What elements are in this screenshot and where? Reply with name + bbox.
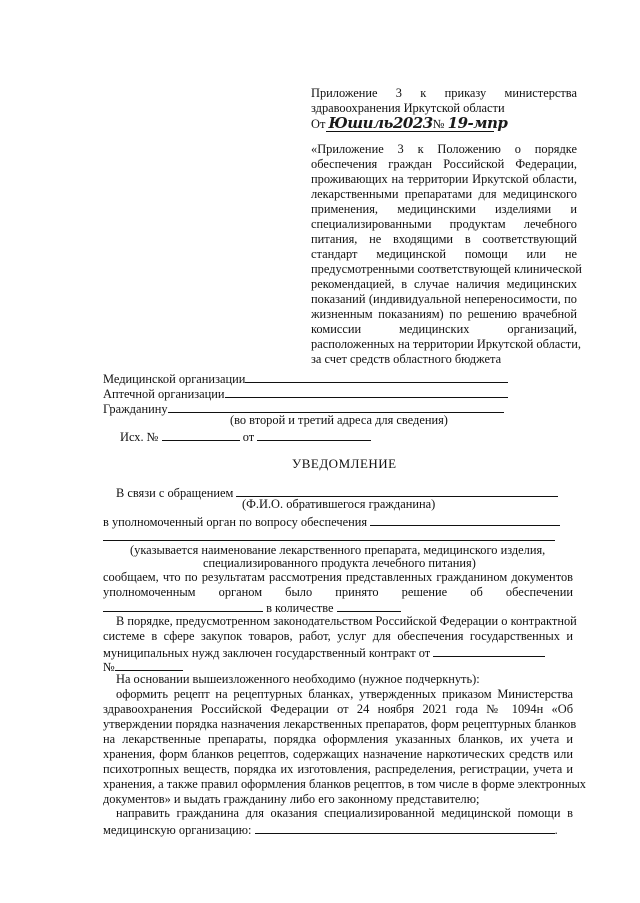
attachment-line: обеспечения граждан Российской Федерации, <box>311 157 577 171</box>
outgoing-date-field[interactable] <box>257 428 371 441</box>
authority-text: в уполномоченный орган по вопросу обеспечения <box>103 515 368 529</box>
rx-line: на лекарственные препараты, порядка оформления указанных бланков, их учета и <box>103 732 573 746</box>
addressee-label: Аптечной организации <box>103 387 225 401</box>
outgoing-number-field[interactable] <box>162 428 240 441</box>
authority-field[interactable] <box>370 513 560 526</box>
rx-line: психотропных веществ, порядка их изготовления, распределения, регистрации, учета и <box>103 762 573 776</box>
fio-note: (Ф.И.О. обратившегося гражданина) <box>242 497 436 511</box>
contract-date-field[interactable] <box>433 644 545 657</box>
spec-note-2: специализированного продукта лечебного питания) <box>203 556 476 570</box>
addressee-label: Гражданину <box>103 402 168 416</box>
attachment-line: «Приложение 3 к Положению о порядке <box>311 142 577 156</box>
handwritten-date: Юшиль2023 <box>328 114 433 132</box>
handwritten-number: 19-мпр <box>447 114 508 132</box>
attachment-line: лекарственными препаратами для медицинского <box>311 187 577 201</box>
rx-line: хранения, а также правил оформления бланков рецептов, в том числе в форме электронных <box>103 777 586 791</box>
addressee-note: (во второй и третий адреса для сведения) <box>230 413 448 427</box>
outgoing-number-label: Исх. № <box>120 430 159 444</box>
attachment-line: расположенных на территории Иркутской области, <box>311 337 581 351</box>
direct-line-2: медицинскую организацию: . <box>103 823 558 837</box>
header-from-line <box>311 116 507 132</box>
rx-line: хранения, форм бланков рецептов, содержащих назначение наркотических средств или <box>103 747 573 761</box>
basis-line: На основании вышеизложенного необходимо (нужное подчеркнуть): <box>116 672 480 686</box>
contract-text: муниципальных нужд заключен государственный контракт от <box>103 646 431 660</box>
attachment-line: проживающих на территории Иркутской области, <box>311 172 577 186</box>
appeal-text: В связи с обращением <box>116 486 234 500</box>
attachment-line: жизненным показаниям) по решению врачебной <box>311 307 577 321</box>
spec-note-1: (указывается наименование лекарственного препарата, медицинского изделия, <box>130 543 546 557</box>
attachment-line: за счет средств областного бюджета <box>311 352 502 366</box>
quantity-label: в количестве <box>266 601 334 615</box>
outgoing-number-line <box>120 428 371 445</box>
outgoing-from-label: от <box>242 430 255 444</box>
attachment-line: рекомендацией, в случае наличия медицинских <box>311 277 577 291</box>
inform-line-1: сообщаем, что по результатам рассмотрения представленных гражданином документов <box>103 570 573 584</box>
attachment-line: стандарт медицинской помощи или не <box>311 247 577 261</box>
direct-line-1: направить гражданина для оказания специализированной медицинской помощи в <box>116 806 573 820</box>
attachment-line: применения, медицинскими изделиями и <box>311 202 577 216</box>
from-label: От <box>311 117 326 131</box>
applicant-name-field[interactable] <box>236 484 558 497</box>
contract-line-1: В порядке, предусмотренном законодательством Российской Федерации о контрактной <box>116 614 577 628</box>
document-title: УВЕДОМЛЕНИЕ <box>292 456 397 471</box>
attachment-line: предусмотренными соответствующей клинической <box>311 262 582 276</box>
addressee-label: Медицинской организации <box>103 372 246 386</box>
attachment-line: показаний (индивидуальной непереносимости, по <box>311 292 577 306</box>
number-label: № <box>432 117 445 131</box>
pharmacy-org-field[interactable] <box>225 385 508 398</box>
product-field[interactable] <box>103 540 555 541</box>
decision-field[interactable] <box>103 599 263 612</box>
inform-line-2: уполномоченным органом было принято решение об обеспечении <box>103 585 573 599</box>
signature-underline <box>326 131 494 132</box>
rx-line: оформить рецепт на рецептурных бланках, утвержденных приказом Министерства <box>116 687 573 701</box>
header-line-1: Приложение 3 к приказу министерства <box>311 86 577 100</box>
contract-line-2: системе в сфере закупок товаров, работ, услуг для обеспечения государственных и <box>103 629 573 643</box>
direct-text: медицинскую организацию: <box>103 823 252 837</box>
rx-line: документов» и выдать гражданину либо его законному представителю; <box>103 792 480 806</box>
attachment-line: комиссии медицинских организаций, <box>311 322 577 336</box>
quantity-field[interactable] <box>337 599 401 612</box>
rx-line: утверждении порядка назначения лекарственных препаратов, форм рецептурных бланков <box>103 717 577 731</box>
citizen-field[interactable] <box>168 400 504 413</box>
medical-org-field[interactable] <box>245 370 508 383</box>
medical-org-destination-field[interactable] <box>255 821 555 834</box>
authority-line <box>103 513 560 530</box>
attachment-line: питания, не входящими в соответствующий <box>311 232 577 246</box>
contract-number-field[interactable] <box>115 658 183 671</box>
header-line-2: здравоохранения Иркутской области <box>311 101 505 115</box>
contract-number-label: № <box>103 660 115 674</box>
attachment-line: специализированными продуктам лечебного <box>311 217 577 231</box>
rx-line: здравоохранения Российской Федерации от 24 ноября 2021 года № 1094н «Об <box>103 702 573 716</box>
